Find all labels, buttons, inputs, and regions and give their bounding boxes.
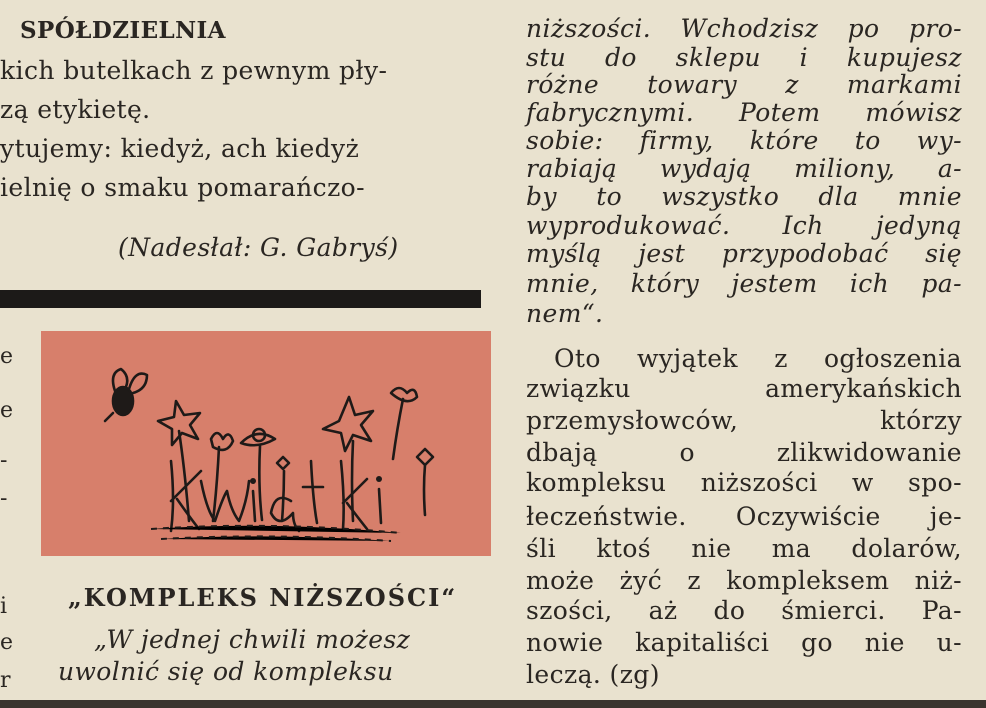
right-body-line-4: dbają o zlikwidowanie [526, 438, 962, 467]
article-text-line-2: uwolnić się od kompleksu [58, 657, 394, 686]
article-text-line-1: „W jednej chwili możesz [94, 625, 411, 654]
edge-fragment: e [0, 344, 14, 369]
right-italic-line-3: różne towary z markami [526, 70, 962, 99]
right-italic-line-11: nem“. [526, 299, 604, 328]
right-italic-line-9: myślą jest przypodobać się [526, 239, 962, 268]
right-italic-line-4: fabrycznymi. Potem mówisz [526, 98, 962, 127]
edge-fragment: - [0, 448, 8, 473]
edge-fragment: i [0, 594, 8, 619]
right-italic-line-7: by to wszystko dla mnie [526, 182, 962, 211]
section-divider [0, 290, 481, 308]
edge-fragment: e [0, 398, 14, 423]
right-body-line-10: nowie kapitaliści go nie u- [526, 628, 962, 657]
kwiatki-illustration [41, 331, 491, 556]
edge-fragment: - [0, 486, 8, 511]
right-body-line-7: śli ktoś nie ma dolarów, [526, 534, 962, 563]
right-body-line-1: Oto wyjątek z ogłoszenia [554, 344, 962, 373]
right-body-line-3: przemysłowców, którzy [526, 406, 962, 435]
right-italic-line-6: rabiają wydają miliony, a- [526, 154, 962, 183]
right-italic-line-8: wyprodukować. Ich jedyną [526, 211, 962, 240]
right-italic-line-2: stu do sklepu i kupujesz [526, 43, 962, 72]
left-text-line-1: kich butelkach z pewnym pły- [0, 56, 388, 85]
right-italic-line-10: mnie, który jestem ich pa- [526, 269, 962, 298]
right-body-line-11: leczą. (zg) [526, 660, 660, 689]
flowers-drawing [41, 331, 491, 556]
section-heading: SPÓŁDZIELNIA [20, 17, 226, 44]
right-body-line-6: łeczeństwie. Oczywiście je- [526, 502, 962, 531]
edge-fragment: e [0, 630, 14, 655]
left-text-line-2: zą etykietę. [0, 95, 151, 124]
right-body-line-8: może żyć z kompleksem niż- [526, 566, 962, 595]
right-body-line-2: związku amerykańskich [526, 374, 962, 403]
right-italic-line-1: niższości. Wchodzisz po pro- [526, 14, 962, 43]
right-body-line-5: kompleksu niższości w spo- [526, 468, 962, 497]
edge-fragment: r [0, 668, 11, 693]
left-text-line-4: ielnię o smaku pomarańczo- [0, 173, 365, 202]
left-text-line-3: ytujemy: kiedyż, ach kiedyż [0, 134, 360, 163]
right-body-line-9: szości, aż do śmierci. Pa- [526, 596, 962, 625]
bottom-edge [0, 700, 986, 708]
right-italic-line-5: sobie: firmy, które to wy- [526, 126, 962, 155]
bee-icon [105, 369, 147, 421]
article-title: „KOMPLEKS NIŻSZOŚCI“ [68, 583, 458, 612]
signature: (Nadesłał: G. Gabryś) [118, 233, 399, 262]
